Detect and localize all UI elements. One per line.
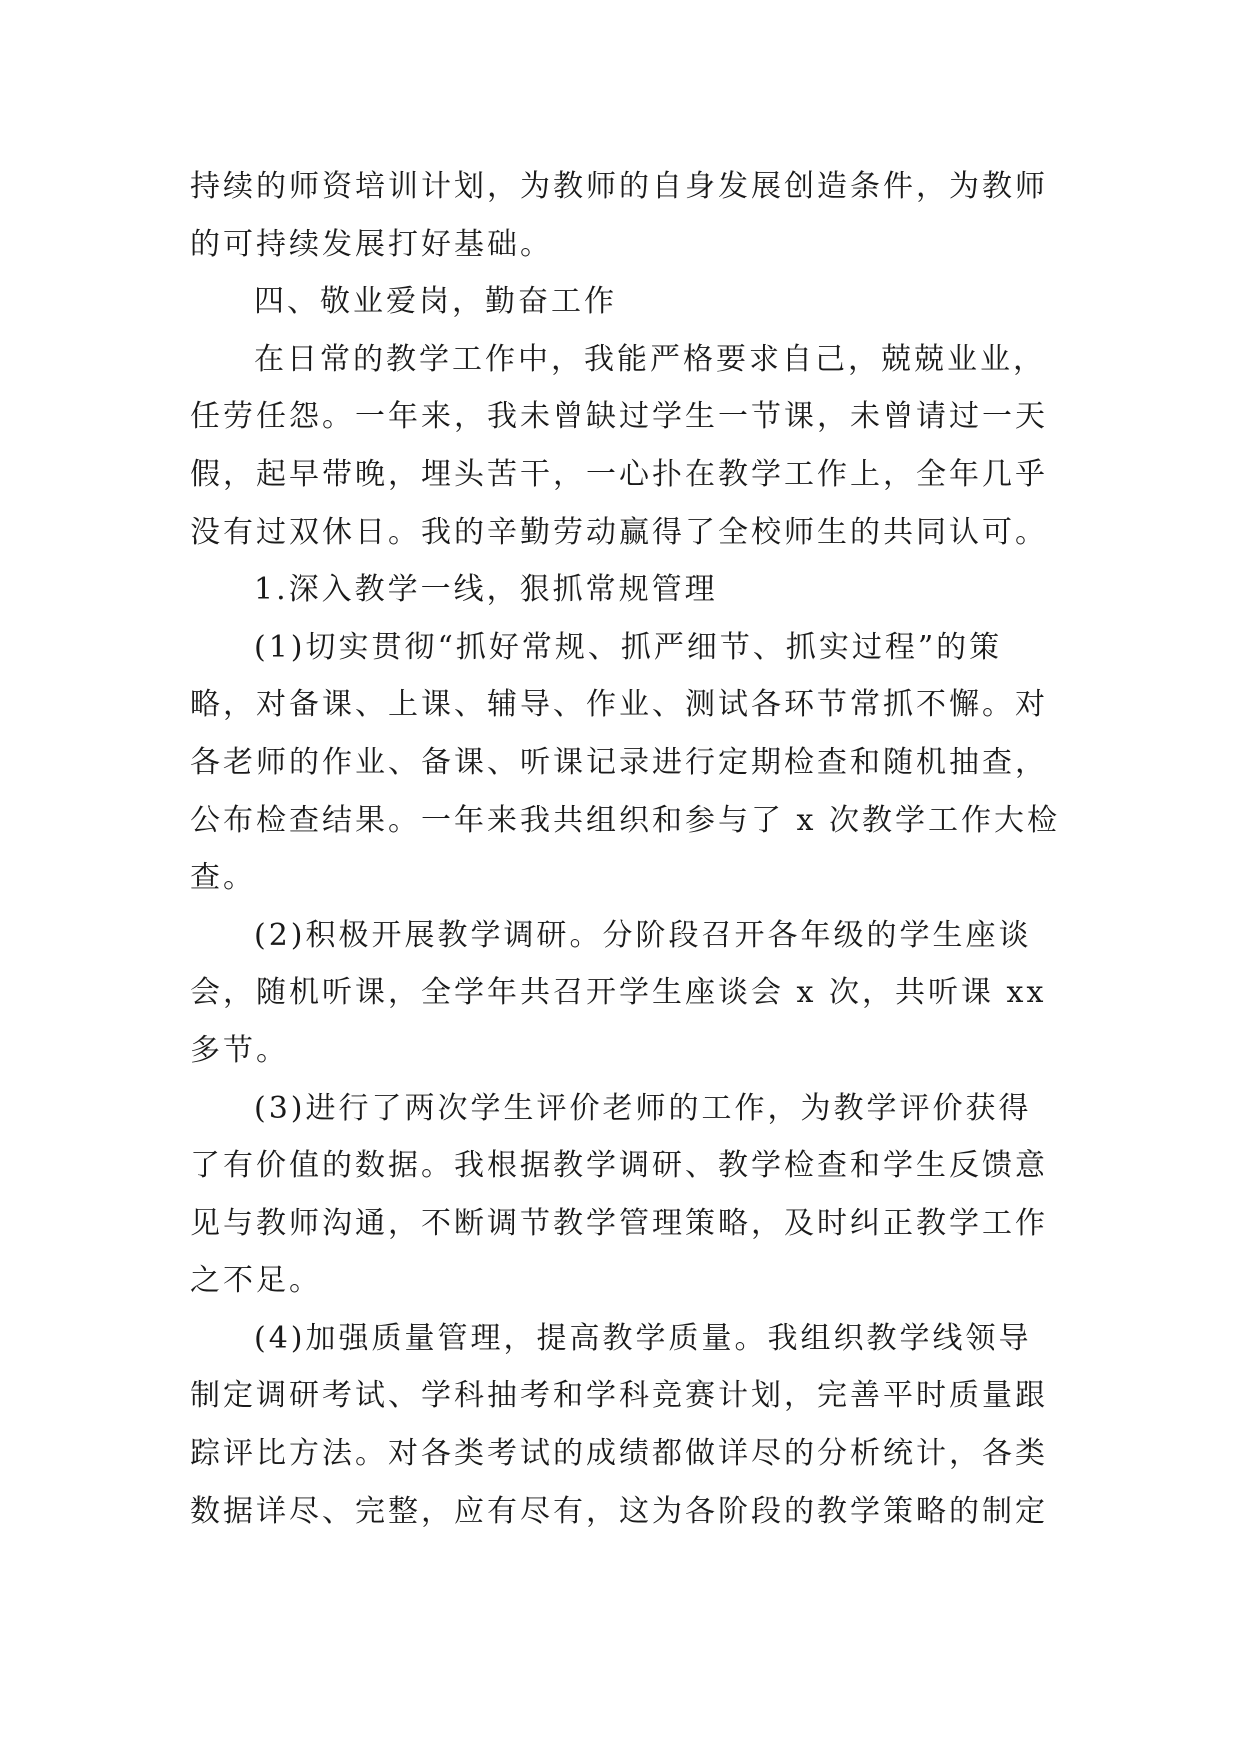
section-heading: 四、敬业爱岗，勤奋工作: [254, 284, 617, 320]
text-line-21: (4)加强质量管理，提高教学质量。我组织教学线领导: [254, 1320, 1032, 1356]
text-line-19: 见与教师沟通，不断调节教学管理策略，及时纠正教学工作: [190, 1205, 1048, 1241]
text-line-5: 任劳任怨。一年来，我未曾缺过学生一节课，未曾请过一天: [190, 399, 1048, 435]
text-line-10: 略，对备课、上课、辅导、作业、测试各环节常抓不懈。对: [190, 687, 1048, 723]
text-line-14: (2)积极开展教学调研。分阶段召开各年级的学生座谈: [254, 917, 1032, 953]
text-line-2: 的可持续发展打好基础。: [190, 226, 553, 262]
text-line-17: (3)进行了两次学生评价老师的工作，为教学评价获得: [254, 1090, 1032, 1126]
text-line-23: 踪评比方法。对各类考试的成绩都做详尽的分析统计，各类: [190, 1436, 1048, 1472]
text-line-11: 各老师的作业、备课、听课记录进行定期检查和随机抽查，: [190, 744, 1048, 780]
text-line-13: 查。: [190, 860, 256, 896]
text-line-15: 会，随机听课，全学年共召开学生座谈会 x 次，共听课 xx: [190, 975, 1047, 1011]
text-line-4: 在日常的教学工作中，我能严格要求自己，兢兢业业，: [254, 341, 1046, 377]
text-line-22: 制定调研考试、学科抽考和学科竞赛计划，完善平时质量跟: [190, 1378, 1048, 1414]
subsection-heading: 1.深入教学一线，狠抓常规管理: [254, 572, 718, 608]
text-line-18: 了有价值的数据。我根据教学调研、教学检查和学生反馈意: [190, 1148, 1048, 1184]
text-line-7: 没有过双休日。我的辛勤劳动赢得了全校师生的共同认可。: [190, 514, 1048, 550]
text-line-6: 假，起早带晚，埋头苦干，一心扑在教学工作上，全年几乎: [190, 456, 1048, 492]
text-line-9: (1)切实贯彻“抓好常规、抓严细节、抓实过程”的策: [254, 629, 1003, 665]
text-line-12: 公布检查结果。一年来我共组织和参与了 x 次教学工作大检: [190, 802, 1060, 838]
text-line-16: 多节。: [190, 1032, 289, 1068]
text-line-24: 数据详尽、完整，应有尽有，这为各阶段的教学策略的制定: [190, 1493, 1048, 1529]
text-line-20: 之不足。: [190, 1263, 322, 1299]
text-line-1: 持续的师资培训计划，为教师的自身发展创造条件，为教师: [190, 169, 1048, 204]
document-body: [190, 158, 1060, 1540]
